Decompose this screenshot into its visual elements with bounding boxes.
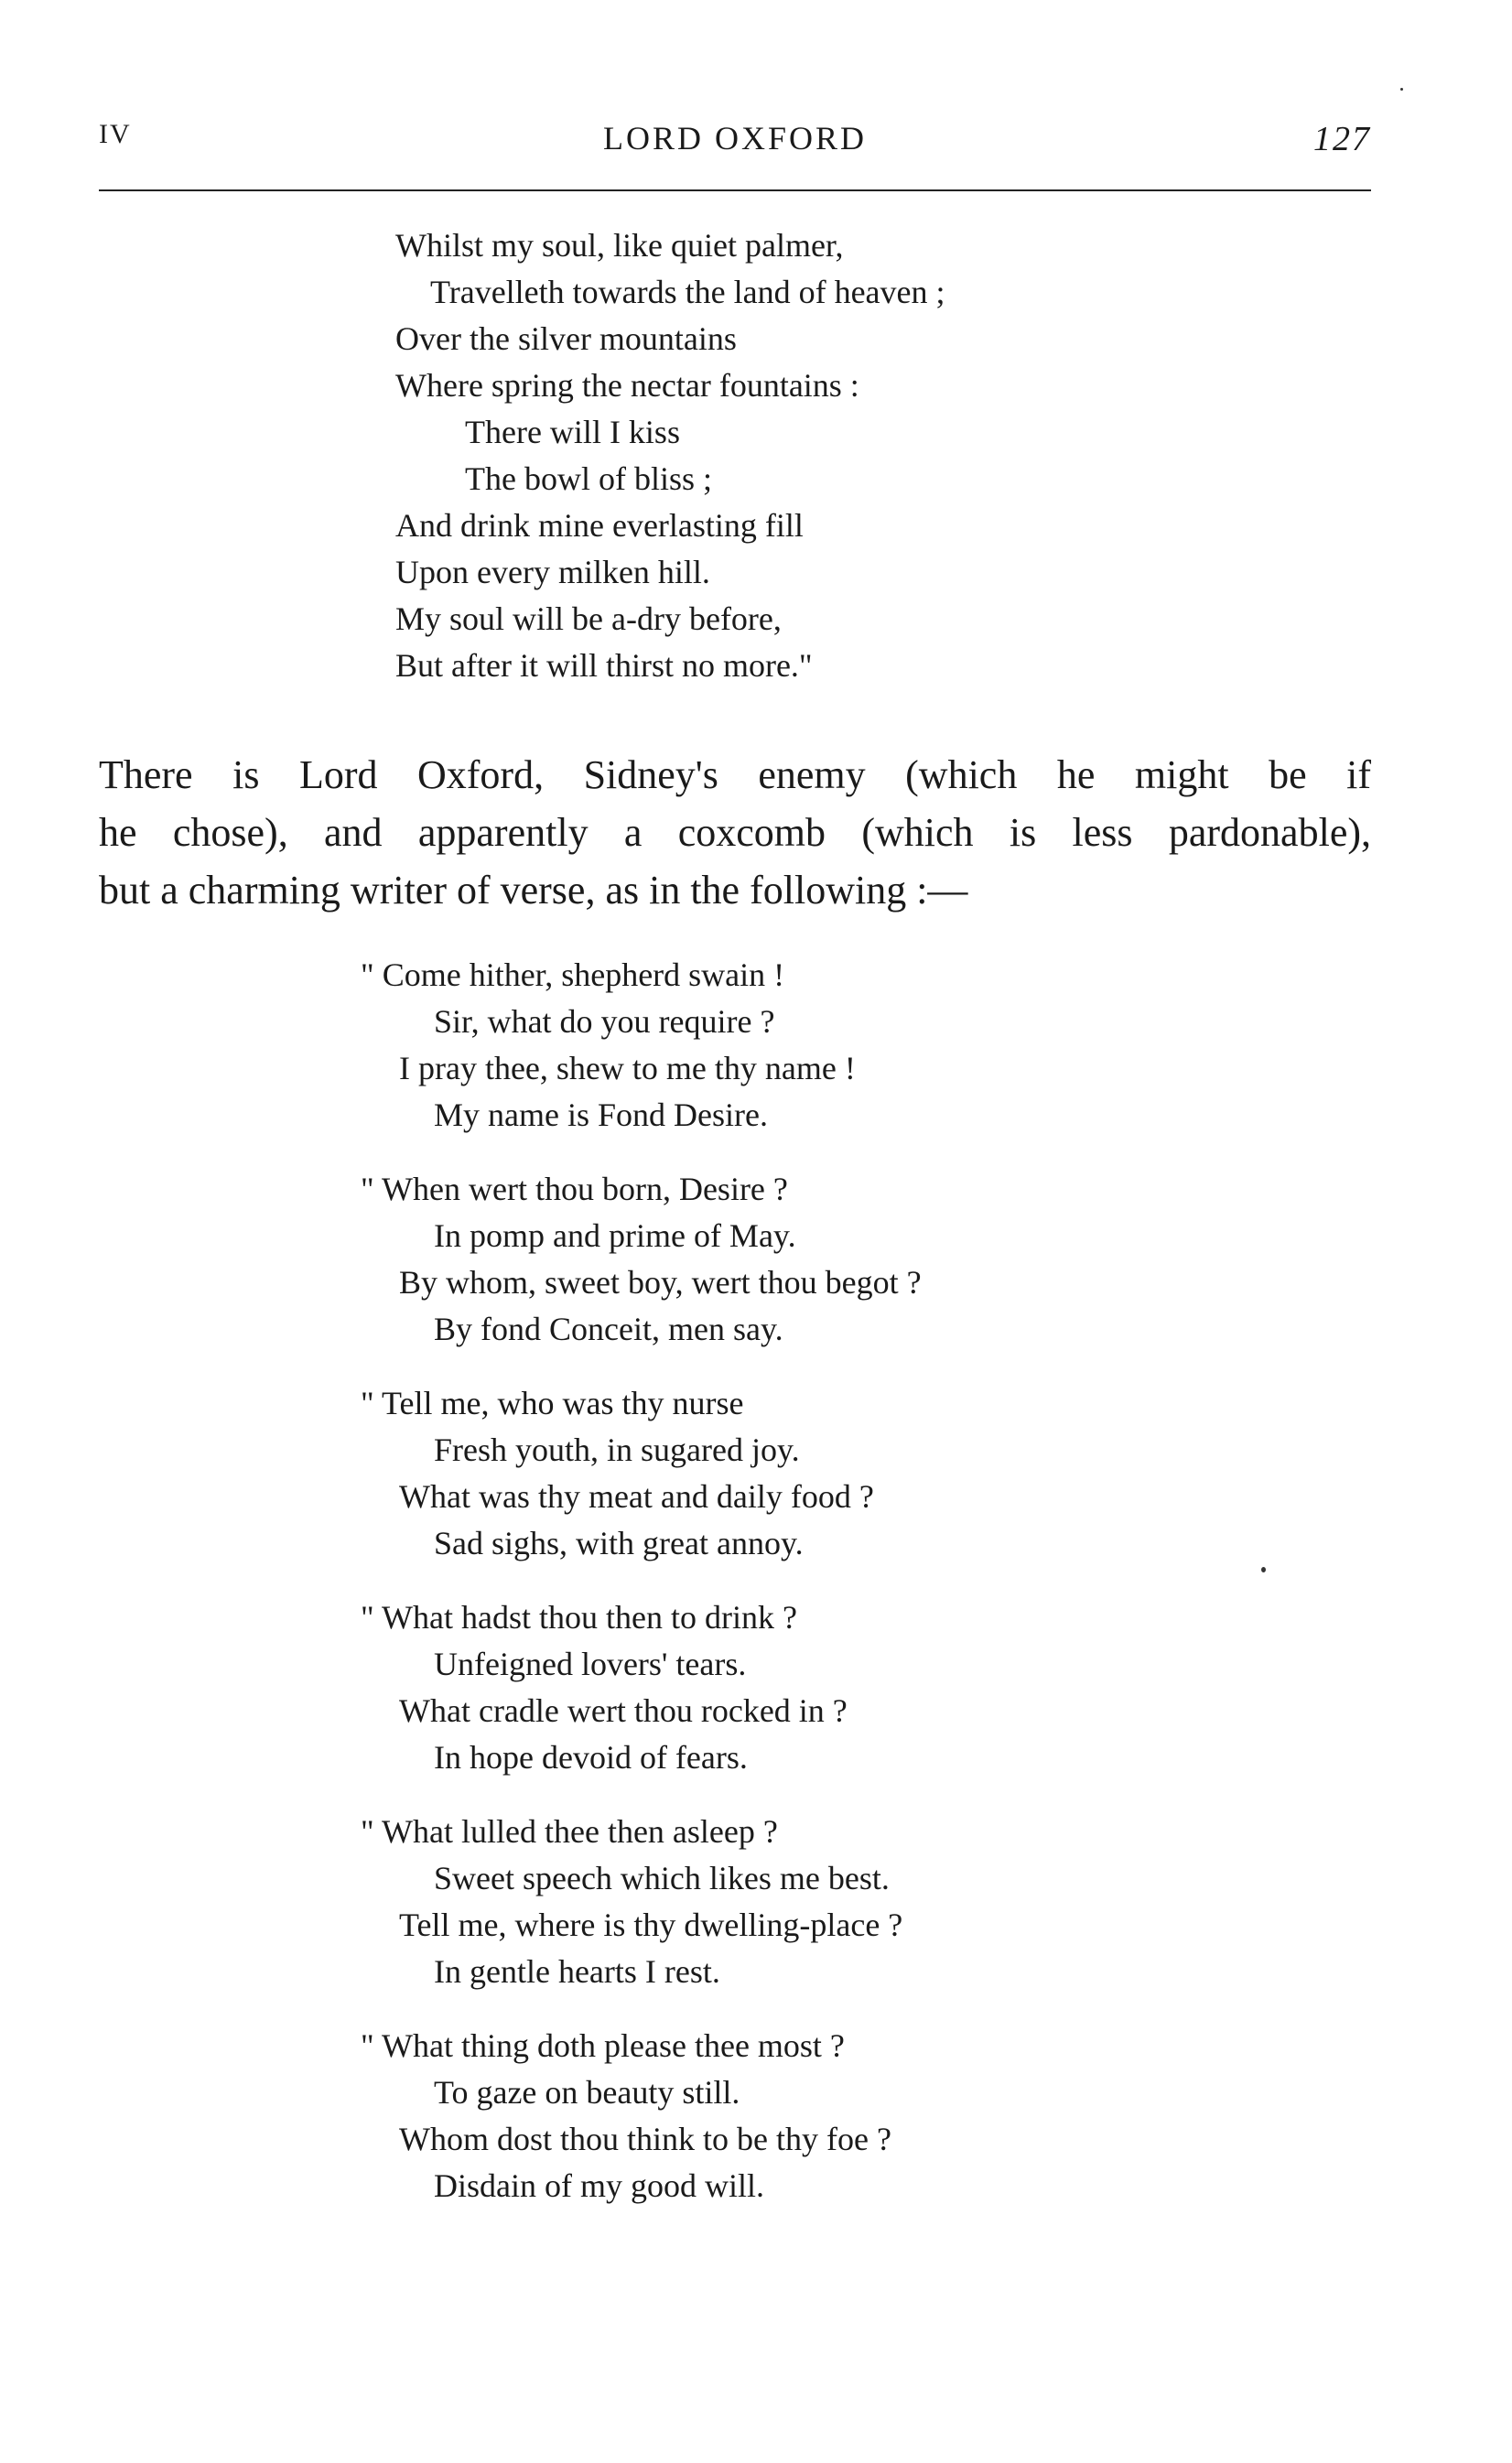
poem-line: In pomp and prime of May. [434, 1217, 796, 1254]
poem-line: In hope devoid of fears. [434, 1739, 748, 1776]
poem-line: Sir, what do you require ? [434, 1003, 775, 1040]
poem-line: What was thy meat and daily food ? [399, 1478, 874, 1515]
prose-line: There is Lord Oxford, Sidney's enemy (which he might be if [99, 752, 1371, 797]
poem-line: To gaze on beauty still. [434, 2074, 740, 2111]
poem-line: Disdain of my good will. [434, 2167, 764, 2204]
poem-line: But after it will thirst no more." [395, 647, 813, 684]
poem-line: In gentle hearts I rest. [434, 1953, 720, 1990]
poem-line: My name is Fond Desire. [434, 1096, 768, 1133]
poem-line: I pray thee, shew to me thy name ! [399, 1050, 856, 1086]
poem-line: Over the silver mountains [395, 320, 737, 357]
first-poem [395, 222, 945, 689]
prose-line: he chose), and apparently a coxcomb (which is less pardonable), [99, 810, 1371, 855]
prose-paragraph [99, 746, 1371, 919]
page-number: 127 [1313, 120, 1371, 158]
poem-line: Where spring the nectar fountains : [395, 367, 859, 404]
header-rule [99, 189, 1371, 191]
prose-line: but a charming writer of verse, as in the following :— [99, 868, 968, 913]
poem-line: Fresh youth, in sugared joy. [434, 1431, 800, 1468]
poem-line: Sad sighs, with great annoy. [434, 1525, 804, 1561]
stanza [361, 1380, 874, 1567]
stanza [361, 1594, 848, 1781]
poem-line: Whom dost thou think to be thy foe ? [399, 2121, 891, 2157]
poem-line: Sweet speech which likes me best. [434, 1860, 890, 1896]
stanza [361, 2023, 891, 2209]
poem-line: What cradle wert thou rocked in ? [399, 1692, 848, 1729]
poem-line: By whom, sweet boy, wert thou begot ? [399, 1264, 922, 1301]
poem-line: " What lulled thee then asleep ? [361, 1813, 778, 1850]
stanza [361, 1809, 902, 1995]
ink-speck [1261, 1567, 1266, 1572]
poem-line: Upon every milken hill. [395, 554, 710, 590]
poem-line: " What thing doth please thee most ? [361, 2027, 845, 2064]
poem-line: Whilst my soul, like quiet palmer, [395, 227, 844, 264]
stanza [361, 952, 856, 1139]
poem-line: There will I kiss [465, 414, 680, 450]
poem-line: By fond Conceit, men say. [434, 1311, 783, 1347]
running-head [99, 119, 1371, 165]
poem-line: Tell me, where is thy dwelling-place ? [399, 1907, 903, 1943]
poem-line: " What hadst thou then to drink ? [361, 1599, 797, 1636]
poem-line: Unfeigned lovers' tears. [434, 1646, 747, 1682]
chapter-number: IV [99, 119, 132, 149]
running-title: LORD OXFORD [602, 120, 868, 157]
poem-line: My soul will be a-dry before, [395, 600, 782, 637]
ink-speck [1400, 88, 1403, 91]
stanza [361, 1166, 922, 1353]
poem-line: " Come hither, shepherd swain ! [361, 956, 785, 993]
poem-line: " When wert thou born, Desire ? [361, 1171, 788, 1207]
poem-line: The bowl of bliss ; [465, 460, 712, 497]
poem-line: Travelleth towards the land of heaven ; [430, 274, 945, 310]
poem-line: And drink mine everlasting fill [395, 507, 804, 544]
poem-line: " Tell me, who was thy nurse [361, 1385, 744, 1421]
